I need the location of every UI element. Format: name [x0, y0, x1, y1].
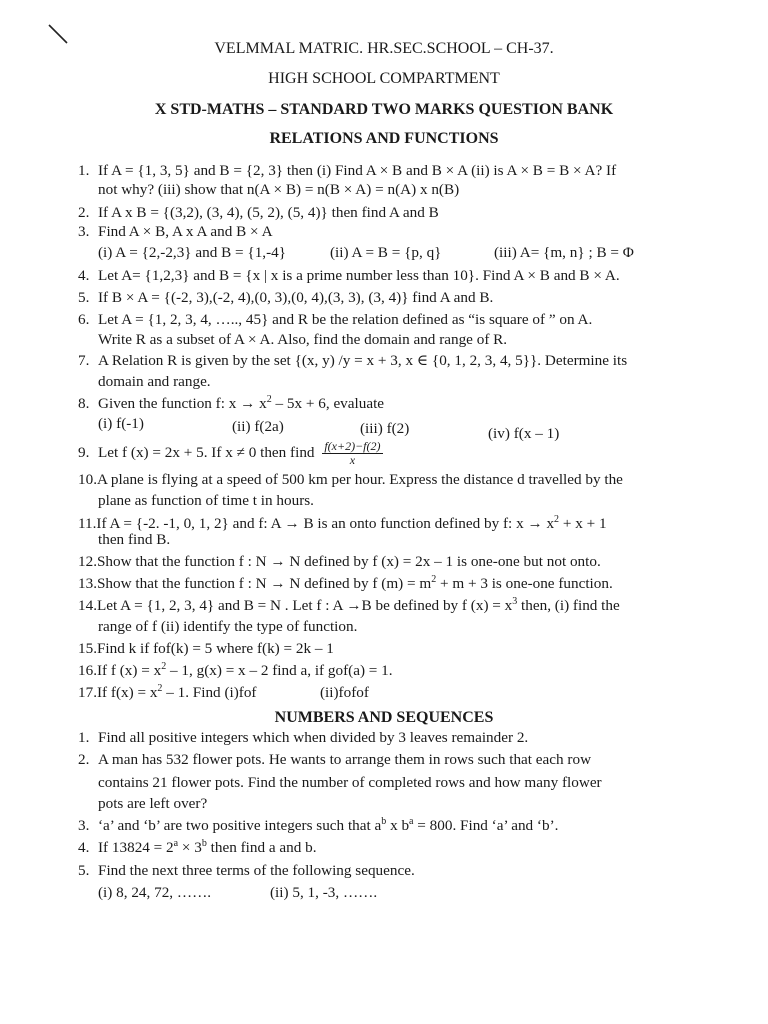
question-item: [78, 596, 708, 615]
question-text-continued: range of f (ii) identify the type of function.: [98, 618, 358, 635]
question-text: Find the next three terms of the following sequence.: [98, 862, 415, 879]
question-text-continued: pots are left over?: [98, 795, 208, 812]
question-number: 5.: [78, 289, 90, 306]
question-text: Let A = {1, 2, 3, 4, ….., 45} and R be the relation defined as “is square of ” on A.: [98, 311, 593, 328]
fraction: [322, 440, 382, 467]
question-text-continued: contains 21 flower pots. Find the number of completed rows and how many flower: [98, 774, 602, 791]
question-number: 16.: [78, 662, 97, 679]
exponent: 2: [157, 682, 163, 694]
question-text: A Relation R is given by the set {(x, y) /y = x + 3, x ∈ {0, 1, 2, 3, 4, 5}}. Determine its: [98, 352, 628, 369]
question-text-mid: x b: [386, 817, 410, 834]
question-number: 10.: [78, 471, 97, 488]
fraction-numerator: f(x+2)−f(2): [324, 439, 381, 453]
question-text-continued: then find B.: [98, 531, 171, 548]
exponent: b: [381, 815, 387, 827]
question-item: [78, 351, 708, 370]
question-text: If f (x) = x: [96, 662, 162, 679]
question-text: If A = {1, 3, 5} and B = {2, 3} then (i) Find A × B and B × A (ii) is A × B = B × A? If: [98, 162, 617, 179]
question-text: A man has 532 flower pots. He wants to arrange them in rows such that each row: [98, 751, 592, 768]
question-text-tail: then, (i) find the: [517, 597, 620, 614]
question-text: If f(x) = x: [96, 684, 158, 701]
question-item: [78, 440, 708, 467]
exponent: 2: [554, 513, 560, 525]
question-item: [78, 639, 708, 658]
question-item: [78, 203, 708, 222]
exponent: b: [201, 837, 207, 849]
question-number: 9.: [78, 443, 90, 461]
question-text: Let A = {1, 2, 3, 4} and B = N . Let f : A →B be defined by f (x) = x: [96, 597, 513, 614]
question-item: [78, 728, 708, 747]
subpart-i: (i) A = {2,-2,3} and B = {1,-4}: [98, 244, 287, 261]
exponent: a: [409, 815, 414, 827]
question-number: 13.: [78, 575, 97, 592]
question-item: [78, 514, 708, 533]
question-text-tail: = 800. Find ‘a’ and ‘b’.: [413, 817, 559, 834]
question-number: 1.: [78, 729, 90, 746]
question-item: [78, 683, 708, 702]
question-item: [78, 310, 708, 329]
question-item: [78, 552, 708, 571]
exponent: a: [173, 837, 179, 849]
question-item: [78, 838, 708, 857]
question-item: [78, 816, 708, 835]
subpart-iii: (iii) A= {m, n} ; B = Φ: [494, 244, 634, 261]
question-text-tail: – 1, g(x) = x – 2 find a, if gof(a) = 1.: [166, 662, 393, 679]
subpart-ii: (ii) f(2a): [232, 418, 284, 435]
question-number: 6.: [78, 311, 90, 328]
question-text-continued: plane as function of time t in hours.: [98, 492, 314, 509]
question-text: If A = {-2. -1, 0, 1, 2} and f: A → B is an onto function defined by f: x → x: [96, 515, 555, 532]
question-number: 1.: [78, 162, 90, 179]
subpart-ii: (ii) 5, 1, -3, …….: [270, 884, 378, 901]
question-text-tail: – 1. Find (i)fof: [162, 684, 257, 701]
question-text: Find A × B, A x A and B × A: [98, 223, 273, 240]
question-item: [78, 861, 708, 880]
question-number: 3.: [78, 223, 90, 240]
question-text-tail: – 5x + 6, evaluate: [271, 395, 385, 412]
question-text: Show that the function f : N → N defined by f (m) = m: [96, 575, 432, 592]
section-heading-numbers: NUMBERS AND SEQUENCES: [274, 709, 494, 726]
question-item: [78, 266, 708, 285]
exponent: 2: [161, 660, 167, 672]
question-number: 4.: [78, 267, 90, 284]
compartment-name: HIGH SCHOOL COMPARTMENT: [268, 70, 500, 87]
question-number: 2.: [78, 751, 90, 768]
question-item: [78, 288, 708, 307]
subpart-ii: (ii)fofof: [320, 684, 369, 701]
question-text: ‘a’ and ‘b’ are two positive integers such that a: [98, 817, 382, 834]
school-name: VELMMAL MATRIC. HR.SEC.SCHOOL – CH-37.: [214, 40, 554, 57]
question-number: 2.: [78, 204, 90, 221]
question-text: Let A= {1,2,3} and B = {x | x is a prime number less than 10}. Find A × B and B × A.: [98, 267, 620, 284]
subpart-i: (i) 8, 24, 72, …….: [98, 884, 212, 901]
question-text-continued: not why? (iii) show that n(A × B) = n(B × A) = n(A) x n(B): [98, 181, 460, 198]
exponent: 2: [266, 393, 272, 405]
section-heading-relations: RELATIONS AND FUNCTIONS: [269, 130, 499, 147]
question-number: 5.: [78, 862, 90, 879]
question-item: [78, 161, 708, 180]
question-text: If A x B = {(3,2), (3, 4), (5, 2), (5, 4)} then find A and B: [98, 204, 439, 221]
question-number: 8.: [78, 395, 90, 412]
document-title: X STD-MATHS – STANDARD TWO MARKS QUESTION BANK: [154, 101, 614, 118]
question-text: A plane is flying at a speed of 500 km per hour. Express the distance d travelled by the: [96, 471, 623, 488]
question-item: [78, 394, 708, 413]
question-number: 4.: [78, 839, 90, 856]
question-number: 3.: [78, 817, 90, 834]
question-text: Given the function f: x → x: [98, 395, 267, 412]
question-text-continued: domain and range.: [98, 373, 211, 390]
fraction-denominator: x: [349, 453, 356, 467]
question-item: [78, 661, 708, 680]
question-text-mid: × 3: [178, 839, 202, 856]
question-text: If 13824 = 2: [98, 839, 174, 856]
question-text: Find all positive integers which when divided by 3 leaves remainder 2.: [98, 729, 529, 746]
subpart-iv: (iv) f(x – 1): [488, 425, 560, 442]
exponent: 3: [512, 595, 518, 607]
question-text: Show that the function f : N → N defined by f (x) = 2x – 1 is one-one but not onto.: [96, 553, 601, 570]
exponent: 2: [431, 573, 437, 585]
question-text-tail: then find a and b.: [206, 839, 317, 856]
subpart-i: (i) f(-1): [98, 415, 144, 432]
question-text-continued: Write R as a subset of A × A. Also, find the domain and range of R.: [98, 331, 508, 348]
question-item: [78, 470, 708, 489]
subpart-ii: (ii) A = B = {p, q}: [330, 244, 442, 261]
question-number: 11.: [78, 515, 97, 532]
question-number: 12.: [78, 553, 97, 570]
subpart-iii: (iii) f(2): [360, 420, 410, 437]
question-text-tail: + x + 1: [559, 515, 607, 532]
question-number: 17.: [78, 684, 97, 701]
question-number: 15.: [78, 640, 97, 657]
question-text-tail: + m + 3 is one-one function.: [436, 575, 613, 592]
question-number: 7.: [78, 352, 90, 369]
question-item: [78, 750, 708, 769]
question-number: 14.: [78, 597, 97, 614]
question-text: If B × A = {(-2, 3),(-2, 4),(0, 3),(0, 4),(3, 3), (3, 4)} find A and B.: [98, 289, 494, 306]
question-text: Find k if fof(k) = 5 where f(k) = 2k – 1: [96, 640, 334, 657]
question-text: Let f (x) = 2x + 5. If x ≠ 0 then find: [98, 443, 315, 461]
question-item: [78, 222, 708, 241]
question-item: [78, 574, 708, 593]
